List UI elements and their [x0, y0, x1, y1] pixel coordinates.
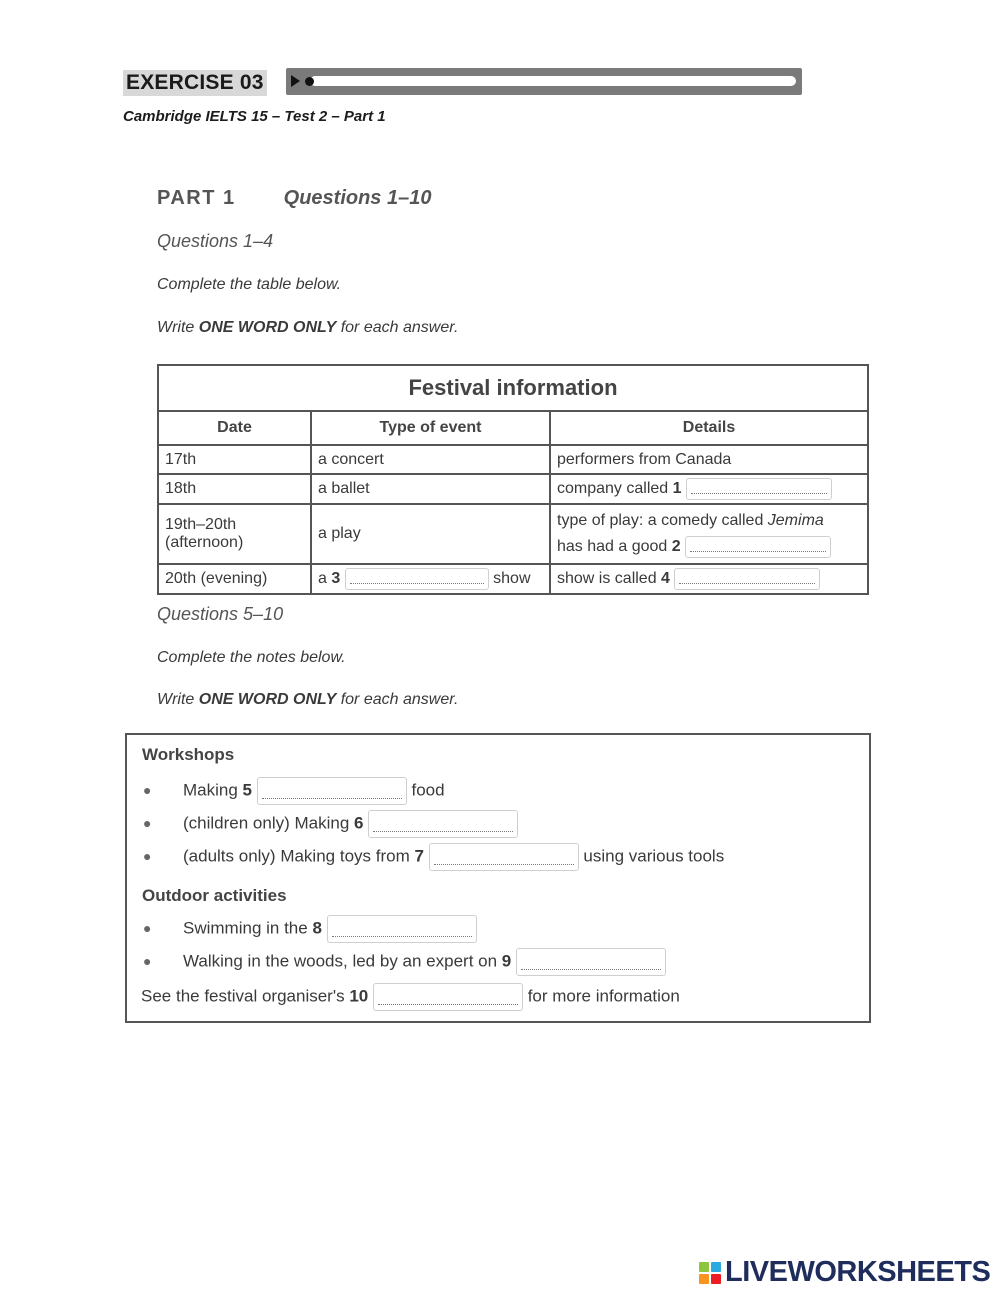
notes-box [125, 733, 871, 1023]
festival-table [157, 364, 869, 595]
cell-event: a concert [311, 445, 550, 474]
exercise-subtitle: Cambridge IELTS 15 – Test 2 – Part 1 [123, 108, 386, 125]
section1-instruction: Complete the table below. [157, 276, 342, 293]
answer-input-2[interactable] [685, 536, 831, 558]
answer-input-6[interactable] [368, 810, 518, 838]
answer-input-5[interactable] [257, 777, 407, 805]
cell-event: a 3 show [311, 564, 550, 594]
cell-details: performers from Canada [550, 445, 868, 474]
answer-input-3[interactable] [345, 568, 489, 590]
list-item: ● Making 5 food [143, 777, 445, 805]
workshops-heading: Workshops [142, 745, 235, 764]
table-header-row [158, 411, 868, 445]
section2-label: Questions 5–10 [157, 604, 284, 624]
liveworksheets-logo [699, 1256, 990, 1289]
bullet-icon: ● [143, 782, 152, 799]
header-details: Details [550, 411, 868, 445]
list-item: ● (adults only) Making toys from 7 using various tools [143, 843, 724, 871]
see-more-line: See the festival organiser's 10 for more information [141, 983, 680, 1011]
answer-input-8[interactable] [327, 915, 477, 943]
section2-instruction: Complete the notes below. [157, 649, 346, 666]
cell-date: 19th–20th (afternoon) [158, 504, 311, 564]
answer-input-9[interactable] [516, 948, 666, 976]
part-heading [157, 187, 431, 210]
part-label: PART 1 [157, 187, 236, 209]
outdoor-activities-heading: Outdoor activities [142, 886, 287, 905]
cell-event: a ballet [311, 474, 550, 504]
table-row [158, 564, 868, 594]
list-item: ● Swimming in the 8 [143, 915, 477, 943]
logo-mark-icon [699, 1262, 721, 1284]
play-icon[interactable] [291, 75, 300, 87]
exercise-title: EXERCISE 03 [123, 70, 267, 96]
answer-input-10[interactable] [373, 983, 523, 1011]
cell-date: 18th [158, 474, 311, 504]
table-row [158, 504, 868, 564]
table-row [158, 474, 868, 504]
table-row [158, 445, 868, 474]
audio-player[interactable] [286, 68, 802, 95]
bullet-icon: ● [143, 920, 152, 937]
answer-input-7[interactable] [429, 843, 579, 871]
answer-input-4[interactable] [674, 568, 820, 590]
audio-progress-track[interactable] [310, 76, 796, 86]
section1-label: Questions 1–4 [157, 231, 274, 251]
logo-text: LIVEWORKSHEETS [725, 1256, 991, 1288]
list-item: ● (children only) Making 6 [143, 810, 518, 838]
cell-event: a play [311, 504, 550, 564]
cell-details: show is called 4 [550, 564, 868, 594]
bullet-icon: ● [143, 815, 152, 832]
cell-details: type of play: a comedy called Jemima has had a good 2 [550, 504, 868, 564]
bullet-icon: ● [143, 848, 152, 865]
bullet-icon: ● [143, 953, 152, 970]
answer-input-1[interactable] [686, 478, 832, 500]
header-type-of-event: Type of event [311, 411, 550, 445]
cell-date: 20th (evening) [158, 564, 311, 594]
part-questions-range: Questions 1–10 [283, 187, 432, 209]
table-title: Festival information [158, 365, 868, 411]
audio-progress-knob[interactable] [305, 77, 314, 86]
cell-details: company called 1 [550, 474, 868, 504]
section1-write-instruction: Write ONE WORD ONLY for each answer. [157, 319, 459, 336]
header-date: Date [158, 411, 311, 445]
list-item: ● Walking in the woods, led by an expert on 9 [143, 948, 666, 976]
cell-date: 17th [158, 445, 311, 474]
section2-write-instruction: Write ONE WORD ONLY for each answer. [157, 691, 459, 708]
